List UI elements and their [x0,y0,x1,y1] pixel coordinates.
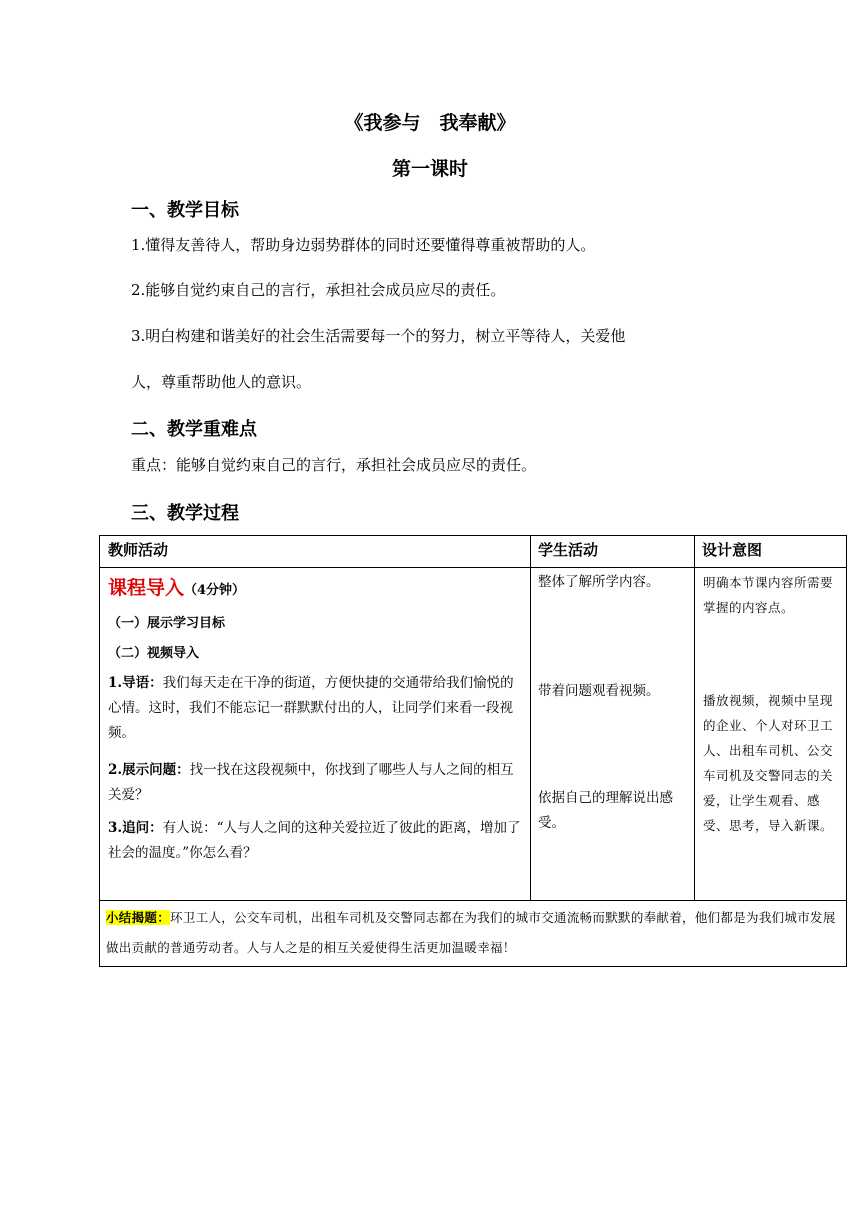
summary-text: 环卫工人，公交车司机，出租车司机及交警同志都在为我们的城市交通流畅而默默的奉献着，他们都是为我们城市发展做出贡献的普通劳动者。人与人之是的相互关爱使得生活更加温暖幸福！ [106,910,836,955]
table-row-divider [100,900,846,901]
student-activity: 带着问题观看视频。 [538,683,660,699]
teacher-paragraph [108,816,526,866]
intro-duration: （4分钟） [184,583,246,598]
column-header-student: 学生活动 [538,541,599,559]
paragraph-text: 有人说：“人与人之间的这种关爱拉近了彼此的距离，增加了社会的温度。”你怎么看？ [108,820,521,861]
intro-heading [108,573,245,600]
summary-row [106,903,842,963]
teaching-process-table [99,535,847,967]
table-column-divider [694,536,695,900]
intro-title: 课程导入 [108,577,185,599]
teacher-paragraph [108,758,526,808]
summary-label: 小结揭题： [106,910,171,925]
student-activity: 整体了解所学内容。 [538,574,660,590]
objective-item: 3.明白构建和谐美好的社会生活需要每一个的努力，树立平等待人，关爱他 [131,327,626,345]
column-header-teacher: 教师活动 [108,541,169,559]
design-intent: 明确本节课内容所需要掌握的内容点。 [703,575,834,615]
section-heading-process: 三、教学过程 [131,503,239,524]
step-video-intro: （二）视频导入 [108,646,200,661]
key-point-text: 重点：能够自觉约束自己的言行，承担社会成员应尽的责任。 [131,456,537,474]
paragraph-text: 找一找在这段视频中，你找到了哪些人与人之间的相互关爱？ [108,762,514,803]
objective-item-continued: 人，尊重帮助他人的意识。 [131,373,312,391]
paragraph-label: 3.追问： [108,820,163,836]
objective-item: 1.懂得友善待人，帮助身边弱势群体的同时还要懂得尊重被帮助的人。 [131,236,596,254]
table-header-divider [100,567,846,568]
document-subtitle: 第一课时 [391,158,468,180]
table-column-divider [530,536,531,900]
paragraph-label: 2.展示问题： [108,762,190,778]
column-header-design: 设计意图 [702,541,763,559]
step-show-objectives: （一）展示学习目标 [108,616,226,631]
paragraph-label: 1.导语： [108,675,163,691]
section-heading-key-points: 二、教学重难点 [131,419,257,440]
paragraph-text: 我们每天走在干净的街道，方便快捷的交通带给我们愉悦的心情。这时，我们不能忘记一群默默付出的人，让同学们来看一段视频。 [108,675,514,741]
design-intent: 播放视频，视频中呈现的企业、个人对环卫工人、出租车司机、公交车司机及交警同志的关爱，让学生观看、感受、思考，导入新课。 [703,693,834,833]
document-title: 《我参与 我奉献》 [344,112,516,134]
objective-item: 2.能够自觉约束自己的言行，承担社会成员应尽的责任。 [131,281,506,299]
student-activity: 依据自己的理解说出感受。 [538,790,673,831]
section-heading-objectives: 一、教学目标 [131,200,239,221]
teacher-paragraph [108,671,526,746]
